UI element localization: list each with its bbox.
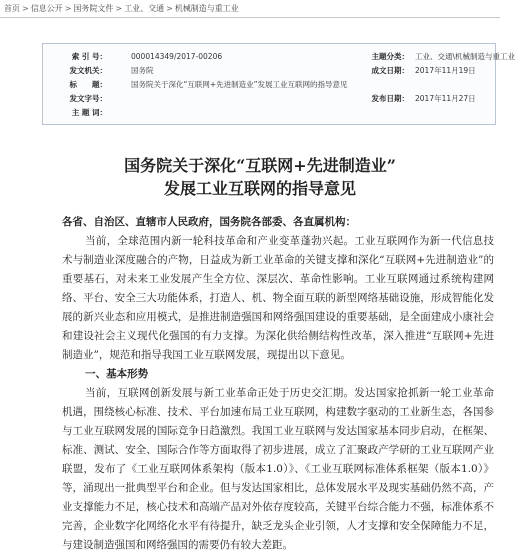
document-number-label: 发文字号： <box>69 94 107 103</box>
breadcrumb-info-public[interactable]: 信息公开 <box>30 4 63 13</box>
issuer-label: 发文机关： <box>69 66 107 75</box>
meta-row-subject <box>43 105 495 121</box>
title-label: 标 题： <box>69 80 107 89</box>
breadcrumb-home[interactable]: 首页 <box>4 4 20 13</box>
breadcrumb <box>4 2 496 16</box>
index-label: 索 引 号： <box>71 52 107 61</box>
section-heading-basic-situation: 一、基本形势 <box>85 368 149 380</box>
breadcrumb-machinery[interactable]: 机械制造与重工业 <box>174 4 239 13</box>
document-metadata-box <box>42 43 515 125</box>
breadcrumb-divider <box>0 17 500 18</box>
issuer-value: 国务院 <box>131 66 154 75</box>
breadcrumb-industry-transport[interactable]: 工业、交通 <box>124 4 165 13</box>
breadcrumb-separator: > <box>64 4 72 13</box>
paragraph-basic-situation: 当前，互联网创新发展与新工业革命正处于历史交汇期。发达国家抢抓新一轮工业革命机遇，围绕核心标准、技术、平台加速布局工业互联网，构建数字驱动的工业新生态，各国参与工业互联网发展的国际竞争日趋激烈。我国工业互联网与发达国家基本同步启动，在框架、标准、测试、安全、国际合作等方面取得了初步进展，成立了汇聚政产学研的工业互联网产业联盟，发布了《工业互联网体系架构（版本1.0）》、《工业互联网标准体系框架（版本1.0）》等，涌现出一批典型平台和企业。但与发达国家相比，总体发展水平及现实基础仍然不高，产业支撑能力不足，核心技术和高端产品对外依存度较高，关键平台综合能力不强，标准体系不完善，企业数字化网络化水平有待提升，缺乏龙头企业引领，人才支撑和安全保障能力不足，与建设制造强国和网络强国的需要仍有较大差距。 <box>62 387 494 551</box>
document-title-line-1: 国务院关于深化“互联网+先进制造业” <box>124 156 396 175</box>
category-value: 工业、交通\机械制造与重工业 <box>415 52 515 61</box>
title-value: 国务院关于深化“互联网+先进制造业”发展工业互联网的指导意见 <box>131 80 348 89</box>
breadcrumb-separator: > <box>115 4 123 13</box>
published-date-label: 发布日期： <box>371 94 409 103</box>
document-title-line-2: 发展工业互联网的指导意见 <box>163 179 356 198</box>
breadcrumb-separator: > <box>166 4 173 13</box>
paragraph-intro: 当前，全球范围内新一轮科技革命和产业变革蓬勃兴起。工业互联网作为新一代信息技术与制造业深度融合的产物，日益成为新工业革命的关键支撑和深化“互联网+先进制造业”的重要基石，对未来工业发展产生全方位、深层次、革命性影响。工业互联网通过系统构建网络、平台、安全三大功能体系，打造人、机、物全面互联的新型网络基础设施，形成智能化发展的新兴业态和应用模式，是推进制造强国和网络强国建设的重要基础，是全面建成小康社会和建设社会主义现代化强国的有力支撑。为深化供给侧结构性改革，深入推进“互联网+先进制造业”，规范和指导我国工业互联网发展，现提出以下意见。 <box>62 235 494 361</box>
salutation: 各省、自治区、直辖市人民政府，国务院各部委、各直属机构： <box>62 216 356 228</box>
breadcrumb-separator: > <box>22 4 29 13</box>
document-body <box>62 213 494 555</box>
created-date-label: 成文日期： <box>371 66 409 75</box>
subject-words-label: 主 题 词： <box>71 108 107 117</box>
published-date-value: 2017年11月27日 <box>415 94 476 103</box>
breadcrumb-state-council-docs[interactable]: 国务院文件 <box>73 4 114 13</box>
index-value: 000014349/2017-00206 <box>131 52 223 61</box>
category-label: 主题分类： <box>371 52 409 61</box>
created-date-value: 2017年11月19日 <box>415 66 476 75</box>
